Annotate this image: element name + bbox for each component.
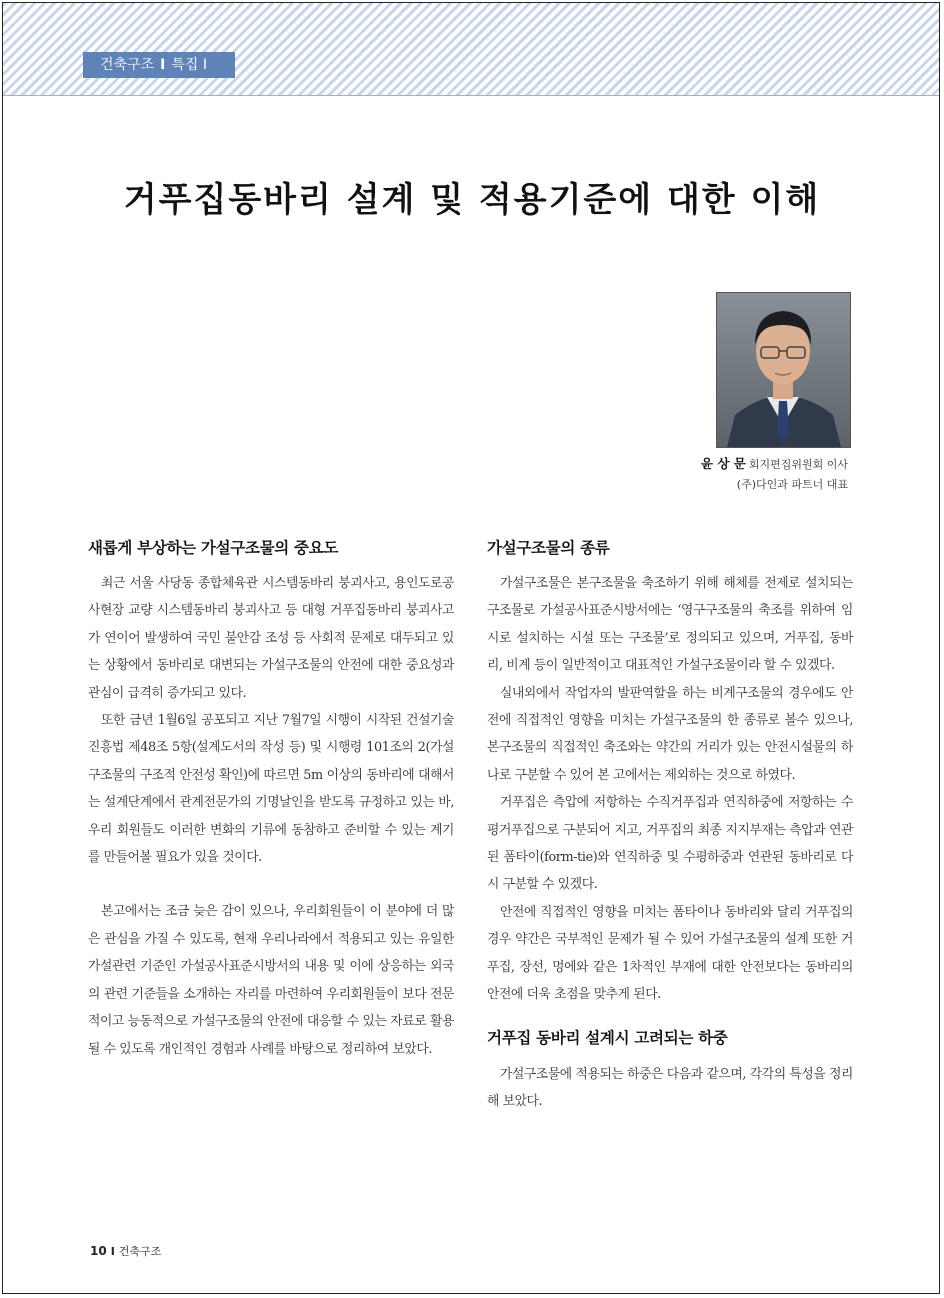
body-paragraph: 거푸집은 측압에 저항하는 수직거푸집과 연직하중에 저항하는 수평거푸집으로 구분되어 지고, 거푸집의 최종 지지부재는 측압과 연관된 폼타이(form-tie)와 연직하중 및 수평하중과 연관된 동바리로 다시 구분할 수 있겠다.	[487, 795, 853, 893]
section-tag	[83, 52, 235, 78]
body-paragraph: 안전에 직접적인 영향을 미치는 폼타이나 동바리와 달리 거푸집의 경우 약간은 국부적인 문제가 될 수 있어 가설구조물의 설계 또한 거푸집, 장선, 멍에와 같은 1차적인 부재에 대한 안전보다는 동바리의 안전에 더욱 초점을 맞추게 된다.	[487, 904, 853, 1003]
author-role: 회지편집위원회 이사	[748, 458, 848, 471]
journal-name: 건축구조	[118, 1245, 162, 1258]
page-title: 거푸집동바리 설계 및 적용기준에 대한 이해	[123, 180, 821, 220]
author-name: 윤 상 문	[700, 456, 746, 471]
section-separator: I	[160, 57, 166, 73]
left-column	[88, 536, 454, 1063]
author-byline	[701, 454, 848, 495]
body-paragraph: 또한 금년 1월6일 공포되고 지난 7월7일 시행이 시작된 건설기술진흥법 제48조 5항(설계도서의 작성 등) 및 시행령 101조의 2(가설구조물의 구조적 안전성 확인)에 따르면 5m 이상의 동바리에 대해서는 설계단계에서 관계전문가의 기명날인을 받도록 규정하고 있는 바, 우리 회원들도 이러한 변화의 기류에 동참하고 준비할 수 있는 계기를 만들어볼 필요가 있을 것이다.	[88, 713, 454, 866]
paragraph-gap	[88, 871, 454, 898]
section-heading-loads: 거푸집 동바리 설계시 고려되는 하중	[487, 1028, 728, 1047]
page-number: 10	[90, 1244, 107, 1258]
body-paragraph: 본고에서는 조금 늦은 감이 있으나, 우리회원들이 이 분야에 더 많은 관심을 가질 수 있도록, 현재 우리나라에서 적용되고 있는 유일한 가설관련 기준인 가설공사표준시방서의 내용 및 이에 상응하는 외국의 관련 기준들을 소개하는 자리를 마련하여 우리회원들이 보다 전문적이고 능동적으로 가설구조물의 안전에 대응할 수 있는 자료로 활용될 수 있도록 개인적인 경험과 사례를 바탕으로 정리하여 보았다.	[88, 904, 454, 1057]
subsection-label: 특집 I	[171, 57, 207, 73]
body-paragraph: 가설구조물에 적용되는 하중은 다음과 같으며, 각각의 특성을 정리해 보았다.	[487, 1066, 853, 1109]
section-label: 건축구조	[100, 57, 155, 73]
section-heading-types: 가설구조물의 종류	[487, 539, 610, 557]
right-column	[487, 536, 853, 1115]
author-photo	[716, 292, 851, 448]
section-heading-importance: 새롭게 부상하는 가설구조물의 중요도	[88, 539, 339, 557]
body-paragraph: 가설구조물은 본구조물을 축조하기 위해 해체를 전제로 설치되는 구조물로 가설공사표준시방서에는 ‘영구구조물의 축조를 위하여 임시로 설치하는 시설 또는 구조물’로 정의되고 있으며, 거푸집, 동바리, 비계 등이 일반적이고 대표적인 가설구조물이라 할 수 있겠다.	[487, 576, 853, 674]
footer-separator: I	[110, 1245, 115, 1258]
page-footer	[90, 1243, 161, 1259]
header-band	[3, 3, 939, 96]
body-paragraph: 실내외에서 작업자의 발판역할을 하는 비계구조물의 경우에도 안전에 직접적인 영향을 미치는 가설구조물의 한 종류로 볼수 있으나, 본구조물의 직접적인 축조와는 약간의 거리가 있는 안전시설물의 하나로 구분할 수 있어 본 고에서는 제외하는 것으로 하였다.	[487, 685, 853, 783]
author-portrait-image	[717, 293, 850, 447]
author-affiliation: (주)다인과 파트너 대표	[736, 478, 848, 491]
body-paragraph: 최근 서울 사당동 종합체육관 시스템동바리 붕괴사고, 용인도로공사현장 교량 시스템동바리 붕괴사고 등 대형 거푸집동바리 붕괴사고가 연이어 발생하여 국민 불안감 조성 등 사회적 문제로 대두되고 있는 상황에서 동바리로 대변되는 가설구조물의 안전에 대한 중요성과 관심이 급격히 증가되고 있다.	[88, 576, 454, 701]
